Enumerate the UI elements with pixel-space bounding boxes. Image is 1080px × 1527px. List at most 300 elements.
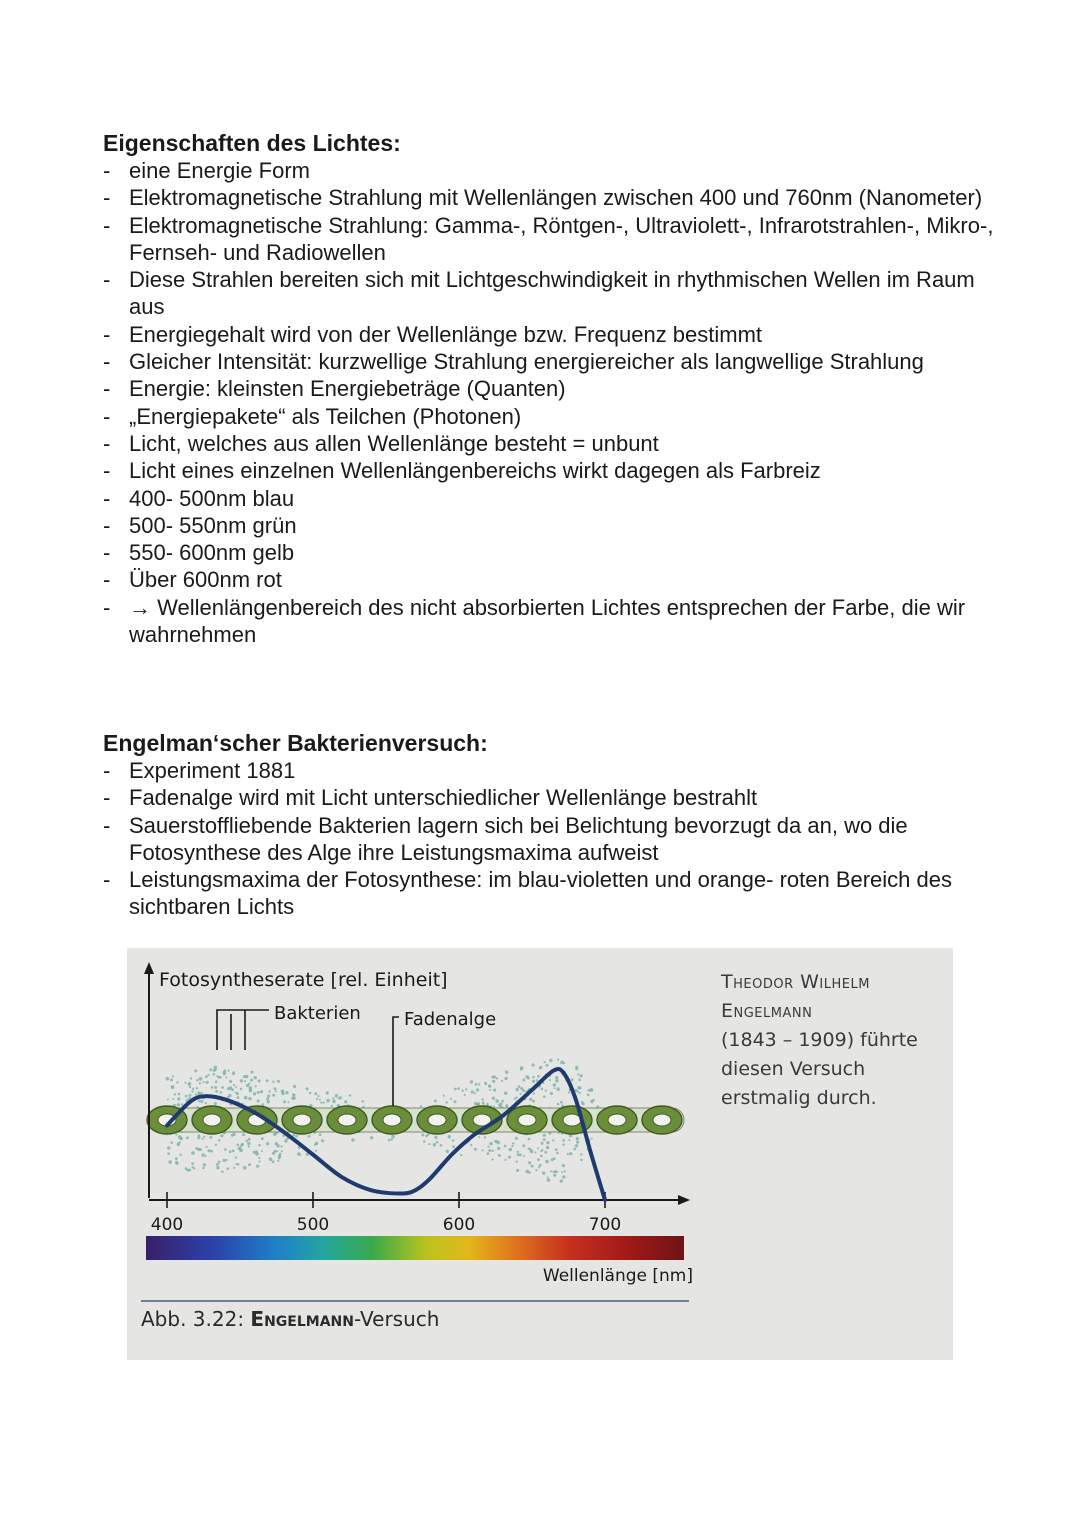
x-tick-label: 700 — [588, 1215, 622, 1235]
bacteria-dot — [176, 1162, 179, 1165]
bacteria-dot — [454, 1100, 457, 1103]
list-item: - 400- 500nm blau — [103, 485, 1003, 512]
bacteria-dot — [546, 1146, 549, 1149]
bacteria-dot — [332, 1100, 335, 1103]
spectrum-bar — [146, 1236, 684, 1260]
bacteria-dot — [191, 1162, 194, 1165]
bacteria-dot — [433, 1143, 436, 1146]
bacteria-dot — [587, 1094, 590, 1097]
bacteria-dot — [167, 1146, 170, 1149]
bacteria-dot — [487, 1152, 490, 1155]
bacteria-dot — [189, 1086, 191, 1088]
bacteria-dot — [560, 1179, 563, 1182]
bacteria-dot — [547, 1178, 550, 1181]
bacteria-dot — [267, 1095, 270, 1098]
y-axis-arrow — [144, 962, 154, 974]
bacteria-dot — [497, 1147, 500, 1150]
list-item: - Fadenalge wird mit Licht unterschiedlicher Wellenlänge bestrahlt — [103, 784, 1003, 811]
side-note-text: (1843 – 1909) führte diesen Versuch erstmalig durch. — [721, 1029, 918, 1109]
bacteria-dot — [262, 1103, 265, 1106]
bacteria-dot — [258, 1144, 261, 1147]
bacteria-dot — [185, 1095, 188, 1098]
bacteria-dot — [335, 1094, 338, 1097]
bacteria-dot — [225, 1076, 227, 1078]
list-item: - Elektromagnetische Strahlung: Gamma-, Röntgen-, Ultraviolett-, Infrarotstrahlen-, Mikro-, Fernseh- und Radiowellen — [103, 212, 1003, 267]
bacteria-dot — [553, 1174, 556, 1177]
bacteria-dot — [512, 1142, 514, 1144]
bacteria-dot — [236, 1092, 239, 1095]
bacteria-dot — [489, 1142, 492, 1145]
bacteria-dot — [443, 1095, 445, 1097]
bacteria-dot — [268, 1090, 270, 1092]
bacteria-dot — [476, 1088, 479, 1091]
bacteria-dot — [531, 1165, 534, 1168]
bacteria-dot — [306, 1087, 309, 1090]
bacteria-dot — [170, 1078, 173, 1081]
bacteria-dot — [532, 1076, 534, 1078]
figure-caption — [141, 1307, 439, 1331]
bacteria-bracket — [217, 1010, 269, 1050]
bacteria-dot — [257, 1100, 260, 1103]
bacteria-dot — [228, 1094, 231, 1097]
bacteria-dot — [540, 1155, 543, 1158]
bacteria-dot — [205, 1146, 207, 1148]
bacteria-dot — [530, 1150, 534, 1154]
bacteria-dot — [564, 1170, 566, 1172]
bacteria-dot — [223, 1072, 226, 1075]
bacteria-dot — [492, 1150, 494, 1152]
bacteria-dot — [283, 1100, 286, 1103]
bacteria-dot — [552, 1171, 554, 1173]
x-axis-label: Wellenlänge [nm] — [542, 1266, 693, 1286]
bacteria-dot — [186, 1169, 189, 1172]
bacteria-dot — [465, 1088, 467, 1090]
bacteria-dot — [248, 1138, 251, 1141]
bacteria-dot — [240, 1088, 242, 1090]
bacteria-dot — [186, 1136, 189, 1139]
bacteria-dot — [211, 1086, 214, 1089]
bacteria-dot — [498, 1154, 501, 1157]
bacteria-dot — [272, 1152, 275, 1155]
bacteria-dot — [189, 1094, 192, 1097]
bacteria-dot — [203, 1081, 205, 1083]
bacteria-dot — [267, 1100, 270, 1103]
bacteria-dot — [228, 1070, 230, 1072]
bacteria-dot — [556, 1152, 559, 1155]
bacteria-dot — [203, 1136, 205, 1138]
list-item: - Gleicher Intensität: kurzwellige Strahlung energiereicher als langwellige Strahlung — [103, 348, 1003, 375]
section-light-properties — [103, 130, 1003, 648]
bacteria-dot — [220, 1134, 223, 1137]
bacteria-dot — [248, 1145, 250, 1147]
bacteria-dot — [474, 1092, 476, 1094]
bacteria-dot — [316, 1098, 318, 1100]
bacteria-dot — [202, 1167, 205, 1170]
bacteria-dot — [446, 1101, 448, 1103]
bacteria-dot — [177, 1103, 180, 1106]
bacteria-dot — [500, 1102, 503, 1105]
bacteria-dot — [475, 1083, 478, 1086]
bacteria-dot — [197, 1148, 200, 1151]
bacteria-dot — [216, 1166, 219, 1169]
bacteria-dot — [220, 1091, 223, 1094]
bacteria-dot — [227, 1167, 230, 1170]
bacteria-dot — [295, 1135, 298, 1138]
bacteria-dot — [569, 1152, 572, 1155]
bacteria-dot — [191, 1151, 195, 1155]
bacteria-dot — [522, 1078, 525, 1081]
bacteria-dot — [266, 1098, 269, 1101]
bacteria-dot — [539, 1067, 541, 1069]
list-item: - „Energiepakete“ als Teilchen (Photonen) — [103, 403, 1003, 430]
bacteria-dot — [192, 1088, 194, 1090]
list-item: - Diese Strahlen bereiten sich mit Lichtgeschwindigkeit in rhythmischen Wellen im Raum aus — [103, 266, 1003, 321]
bacteria-dot — [452, 1145, 455, 1148]
bacteria-dot — [281, 1145, 283, 1147]
bacteria-dot — [591, 1138, 593, 1140]
bacteria-dot — [240, 1079, 243, 1082]
bacteria-dot — [177, 1097, 180, 1100]
bacteria-dot — [464, 1094, 466, 1096]
bacteria-dot — [516, 1161, 518, 1163]
bacteria-dot — [522, 1089, 525, 1092]
list-item: - → Wellenlängenbereich des nicht absorbierten Lichtes entsprechen der Farbe, die wir wahrnehmen — [103, 594, 1003, 649]
list-item: - 550- 600nm gelb — [103, 539, 1003, 566]
bacteria-dot — [580, 1153, 582, 1155]
alga-nucleus — [203, 1114, 221, 1126]
bacteria-dot — [191, 1090, 193, 1092]
bacteria-dot — [501, 1080, 503, 1082]
bacteria-dot — [221, 1171, 224, 1174]
bacteria-dot — [233, 1084, 235, 1086]
bacteria-dot — [528, 1138, 531, 1141]
bacteria-dot — [257, 1091, 260, 1094]
bacteria-dot — [434, 1099, 437, 1102]
bacteria-dot — [553, 1083, 556, 1086]
bacteria-dot — [246, 1140, 248, 1142]
bacteria-dot — [576, 1141, 579, 1144]
bacteria-dot — [582, 1103, 585, 1106]
list-item: - Über 600nm rot — [103, 566, 1003, 593]
bacteria-dot — [563, 1062, 565, 1064]
bacteria-dot — [215, 1144, 217, 1146]
bacteria-dot — [516, 1088, 519, 1091]
bacteria-dot — [560, 1101, 563, 1104]
bacteria-dot — [391, 1135, 395, 1139]
bacteria-dot — [273, 1133, 276, 1136]
x-tick-label: 500 — [296, 1215, 330, 1235]
bacteria-dot — [309, 1092, 312, 1095]
list-item: - Elektromagnetische Strahlung mit Wellenlängen zwischen 400 und 760nm (Nanometer) — [103, 184, 1003, 211]
bacteria-dot — [244, 1096, 248, 1100]
bacteria-dot — [351, 1138, 354, 1141]
bacteria-dot — [578, 1086, 581, 1089]
bacteria-dot — [522, 1144, 525, 1147]
list-item: - Experiment 1881 — [103, 757, 1003, 784]
bacteria-dot — [176, 1081, 178, 1083]
bacteria-dot — [518, 1085, 521, 1088]
bacteria-dot — [178, 1135, 182, 1139]
alga-filament — [147, 1106, 684, 1134]
bacteria-dot — [539, 1164, 541, 1166]
bacteria-dot — [517, 1151, 519, 1153]
bacteria-dot — [221, 1086, 224, 1089]
bacteria-dot — [542, 1149, 544, 1151]
bacteria-dot — [580, 1159, 583, 1162]
bacteria-dot — [171, 1141, 174, 1144]
bacteria-dot — [185, 1082, 187, 1084]
bacteria-dot — [493, 1076, 496, 1079]
bacteria-dot — [232, 1149, 235, 1152]
engelmann-figure — [127, 948, 953, 1360]
bacteria-dot — [505, 1104, 508, 1107]
bacteria-dot — [544, 1151, 547, 1154]
alga-nucleus — [563, 1114, 581, 1126]
bacteria-dot — [495, 1099, 499, 1103]
x-tick-label: 400 — [150, 1215, 184, 1235]
bacteria-dot — [460, 1154, 462, 1156]
bacteria-dot — [229, 1080, 232, 1083]
bacteria-dot — [543, 1095, 546, 1098]
bacteria-dot — [235, 1086, 237, 1088]
bacteria-dot — [219, 1076, 221, 1078]
bacteria-dot — [266, 1079, 269, 1082]
bacteria-dot — [555, 1148, 558, 1151]
bacteria-dot — [477, 1102, 480, 1105]
bacteria-dot — [446, 1150, 449, 1153]
bacteria-dot — [516, 1169, 519, 1172]
bacteria-dot — [206, 1081, 209, 1084]
bacteria-dot — [198, 1100, 201, 1103]
bacteria-dot — [172, 1075, 174, 1077]
bacteria-dot — [515, 1137, 518, 1140]
bacteria-dot — [244, 1080, 246, 1082]
bacteria-dot — [246, 1084, 249, 1087]
bacteria-dot — [543, 1138, 546, 1141]
bacteria-dot — [543, 1134, 546, 1137]
bacteria-dot — [227, 1087, 230, 1090]
bacteria-dot — [504, 1145, 507, 1148]
bacteria-dot — [515, 1096, 517, 1098]
list-item: - Energie: kleinsten Energiebeträge (Quanten) — [103, 375, 1003, 402]
caption-suffix: -Versuch — [353, 1307, 440, 1331]
bacteria-dot — [266, 1142, 269, 1145]
alga-label: Fadenalge — [404, 1009, 497, 1030]
bacteria-dot — [529, 1148, 531, 1150]
heading-light-properties: Eigenschaften des Lichtes: — [103, 130, 401, 156]
bacteria-dot — [555, 1076, 558, 1079]
bacteria-dot — [361, 1100, 364, 1103]
bacteria-dot — [196, 1079, 198, 1081]
bacteria-dot — [242, 1133, 245, 1136]
bacteria-dot — [482, 1102, 485, 1105]
bacteria-dot — [243, 1166, 247, 1170]
bacteria-dot — [481, 1098, 484, 1101]
bacteria-dot — [293, 1085, 296, 1088]
bacteria-dot — [218, 1161, 221, 1164]
bacteria-dot — [344, 1100, 347, 1103]
alga-nucleus — [608, 1114, 626, 1126]
bacteria-dot — [590, 1088, 592, 1090]
bacteria-dot — [332, 1097, 334, 1099]
bacteria-dot — [237, 1144, 240, 1147]
bacteria-dot — [576, 1137, 579, 1140]
bacteria-dot — [491, 1158, 493, 1160]
bacteria-dot — [200, 1100, 203, 1103]
bacteria-dot — [484, 1136, 486, 1138]
bacteria-dot — [423, 1140, 426, 1143]
bacteria-dot — [519, 1093, 521, 1095]
bacteria-dot — [315, 1150, 317, 1152]
bacteria-dot — [567, 1153, 569, 1155]
y-axis-label: Fotosyntheserate [rel. Einheit] — [159, 969, 448, 991]
bacteria-dot — [196, 1087, 198, 1089]
bacteria-dot — [319, 1099, 321, 1101]
bacteria-dot — [188, 1083, 191, 1086]
bacteria-dot — [509, 1148, 512, 1151]
bacteria-dot — [537, 1158, 540, 1161]
list-item: - Licht eines einzelnen Wellenlängenbereichs wirkt dagegen als Farbreiz — [103, 457, 1003, 484]
bacteria-dot — [573, 1148, 576, 1151]
bacteria-dot — [575, 1144, 578, 1147]
bacteria-dot — [496, 1141, 500, 1145]
bacteria-dot — [175, 1133, 177, 1135]
bullet-list-engelmann — [103, 757, 1003, 921]
bacteria-dot — [224, 1148, 227, 1151]
bacteria-dot — [282, 1090, 284, 1092]
bacteria-dot — [492, 1097, 495, 1100]
bacteria-dot — [293, 1134, 296, 1137]
bacteria-dot — [168, 1160, 172, 1164]
bacteria-dot — [526, 1075, 529, 1078]
bacteria-dot — [505, 1070, 508, 1073]
bacteria-dot — [247, 1142, 250, 1145]
caption-prefix: Abb. 3.22: — [141, 1307, 251, 1331]
x-tick-label: 600 — [442, 1215, 476, 1235]
bacteria-dot — [255, 1152, 259, 1156]
bacteria-dot — [195, 1093, 197, 1095]
bacteria-dot — [428, 1143, 430, 1145]
bacteria-dot — [190, 1077, 192, 1079]
bacteria-dot — [493, 1106, 495, 1108]
bacteria-dot — [537, 1075, 540, 1078]
bacteria-dot — [258, 1157, 260, 1159]
bacteria-dot — [474, 1148, 477, 1151]
bacteria-dot — [549, 1079, 551, 1081]
bacteria-dot — [484, 1082, 487, 1085]
bacteria-dot — [555, 1079, 558, 1082]
list-item: - Licht, welches aus allen Wellenlänge besteht = unbunt — [103, 430, 1003, 457]
bacteria-dot — [552, 1139, 554, 1141]
bacteria-dot — [167, 1099, 169, 1101]
bacteria-dot — [272, 1081, 274, 1083]
bacteria-dot — [504, 1077, 507, 1080]
bacteria-dot — [321, 1139, 324, 1142]
bacteria-dot — [272, 1160, 275, 1163]
bacteria-dot — [281, 1150, 283, 1152]
bacteria-dot — [508, 1156, 511, 1159]
bacteria-dot — [478, 1083, 480, 1085]
bacteria-dot — [492, 1080, 495, 1083]
bacteria-dot — [243, 1075, 246, 1078]
bacteria-dot — [338, 1097, 340, 1099]
bacteria-dot — [277, 1160, 279, 1162]
bacteria-dot — [317, 1095, 319, 1097]
list-item: - Energiegehalt wird von der Wellenlänge bzw. Frequenz bestimmt — [103, 321, 1003, 348]
bacteria-dot — [179, 1154, 181, 1156]
bacteria-dot — [545, 1160, 549, 1164]
bacteria-dot — [454, 1088, 457, 1091]
bacteria-dot — [239, 1148, 243, 1152]
bacteria-dot — [390, 1138, 392, 1140]
bacteria-dot — [199, 1077, 203, 1081]
bacteria-dot — [167, 1152, 170, 1155]
bacteria-dot — [215, 1080, 218, 1083]
bacteria-dot — [562, 1143, 564, 1145]
bacteria-dot — [240, 1145, 242, 1147]
alga-nucleus — [428, 1114, 446, 1126]
bacteria-dot — [556, 1087, 560, 1091]
bacteria-dot — [214, 1086, 217, 1089]
bacteria-dot — [535, 1169, 537, 1171]
bacteria-dot — [568, 1139, 570, 1141]
bacteria-dot — [209, 1068, 212, 1071]
bacteria-dot — [471, 1090, 474, 1093]
bacteria-dot — [420, 1105, 422, 1107]
bacteria-dot — [314, 1092, 317, 1095]
bacteria-dot — [210, 1150, 213, 1153]
bacteria-dot — [546, 1064, 549, 1067]
bacteria-dot — [532, 1063, 535, 1066]
x-ticks — [151, 1192, 621, 1235]
bacteria-dot — [436, 1141, 439, 1144]
bacteria-dot — [551, 1158, 554, 1161]
bacteria-dot — [562, 1139, 565, 1142]
bacteria-dot — [201, 1153, 204, 1156]
bacteria-dot — [284, 1139, 287, 1142]
bacteria-dot — [223, 1159, 226, 1162]
bacteria-dot — [457, 1087, 460, 1090]
bacteria-dot — [292, 1093, 294, 1095]
bacteria-dot — [308, 1135, 311, 1138]
bacteria-dot — [575, 1067, 578, 1070]
bacteria-dot — [474, 1102, 477, 1105]
bacteria-dot — [231, 1134, 234, 1137]
bacteria-dot — [250, 1079, 253, 1082]
bacteria-dot — [544, 1061, 546, 1063]
bacteria-dot — [452, 1139, 455, 1142]
bacteria-dot — [320, 1102, 322, 1104]
bacteria-dot — [255, 1085, 257, 1087]
bacteria-dot — [496, 1077, 498, 1079]
bacteria-dot — [489, 1089, 491, 1091]
bacteria-dot — [504, 1092, 507, 1095]
bacteria-dot — [577, 1073, 579, 1075]
bacteria-dot — [259, 1161, 261, 1163]
bacteria-dot — [207, 1074, 209, 1076]
bacteria-dot — [557, 1103, 560, 1106]
bacteria-dot — [470, 1080, 473, 1083]
bacteria-dot — [276, 1144, 279, 1147]
bacteria-dot — [501, 1100, 504, 1103]
bacteria-dot — [580, 1074, 583, 1077]
bacteria-dot — [174, 1093, 176, 1095]
bacteria-dot — [448, 1135, 451, 1138]
bacteria-dot — [179, 1141, 181, 1143]
bacteria-dot — [248, 1097, 251, 1100]
bacteria-dot — [261, 1137, 264, 1140]
bacteria-dot — [554, 1087, 556, 1089]
